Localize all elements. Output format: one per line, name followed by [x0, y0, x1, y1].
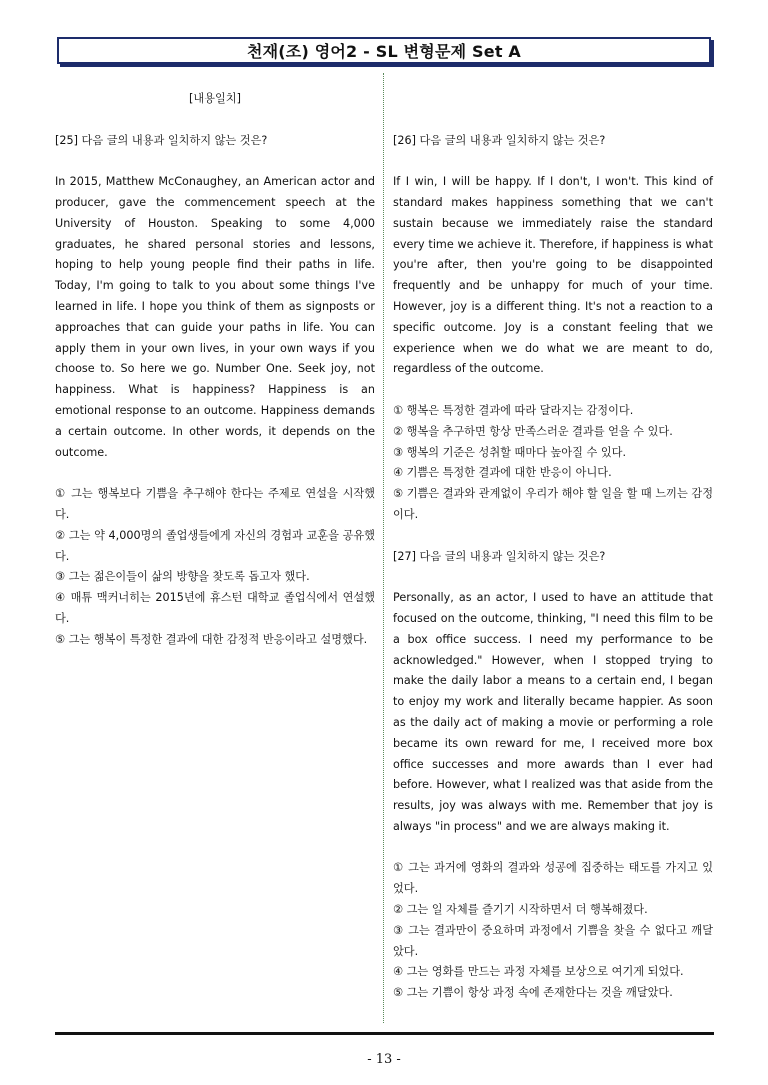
question-26-option-4: ④ 기쁨은 특정한 결과에 대한 반응이 아니다. — [393, 466, 612, 480]
question-26-option-5: ⑤ 기쁨은 결과와 관계없이 우리가 해야 할 일을 할 때 느끼는 감정이다. — [393, 487, 713, 521]
question-25-option-3: ③ 그는 젊은이들이 삶의 방향을 찾도록 돕고자 했다. — [55, 570, 310, 584]
question-25-passage: In 2015, Matthew McConaughey, an American actor and producer, gave the commencement speech at the University of Houston. Speaking to some 4,000 graduates, he shared personal stories and lessons, hoping to help young people find their paths in life. Today, I'm going to talk to you about some things I've learned in life. I hope you think of them as signposts or approaches that can guide your paths in life. You can apply them in your own lives, in your own ways if you choose to. So here we go. Number One. Seek joy, not happiness. What is happiness? Happiness is an emotional response to an outcome. Happiness demands a certain outcome. In other words, it depends on the outcome. — [55, 175, 375, 459]
question-25-option-5: ⑤ 그는 행복이 특정한 결과에 대한 감정적 반응이라고 설명했다. — [55, 632, 368, 646]
right-column — [393, 89, 713, 1004]
page-title: 천재(조) 영어2 - SL 변형문제 Set A — [57, 37, 711, 64]
column-divider — [383, 73, 384, 1023]
question-26-passage: If I win, I will be happy. If I don't, I won't. This kind of standard makes happiness something that we can't sustain because we immediately raise the standard every time we achieve it. Therefore, if happiness is what you're after, then you're going to be disappointed frequently and be unhappy for much of your time. However, joy is a different thing. It's not a reaction to a specific outcome. Joy is a constant feeling that we experience when we do what we are meant to do, regardless of the outcome. — [393, 175, 713, 376]
question-26-option-3: ③ 행복의 기준은 성취할 때마다 높아질 수 있다. — [393, 445, 627, 459]
question-27-option-1: ① 그는 과거에 영화의 결과와 성공에 집중하는 태도를 가지고 있었다. — [393, 861, 713, 896]
section-label: [내용일치] — [189, 92, 241, 105]
question-26-prompt: [26] 다음 글의 내용과 일치하지 않는 것은? — [393, 133, 606, 147]
question-25-prompt: [25] 다음 글의 내용과 일치하지 않는 것은? — [55, 133, 268, 147]
footer-rule — [55, 1032, 714, 1035]
question-27-passage: Personally, as an actor, I used to have an attitude that focused on the outcome, thinking, "I need this film to be a box office success. I need my performance to be acknowledged." However, when I stopped trying to make the daily labor a means to a certain end, I began to enjoy my work and literally became happier. As soon as the daily act of making a movie or performing a role became its own reward for me, I received more box office successes and more awards than I ever had before. However, what I realized was that aside from the results, joy was always with me. Remember that joy is always "in process" and we are always making it. — [393, 591, 713, 833]
question-27-option-4: ④ 그는 영화를 만드는 과정 자체를 보상으로 여기게 되었다. — [393, 965, 684, 979]
question-27-option-2: ② 그는 일 자체를 즐기기 시작하면서 더 행복해졌다. — [393, 903, 648, 917]
question-27-prompt: [27] 다음 글의 내용과 일치하지 않는 것은? — [393, 549, 606, 563]
page-number: - 13 - — [367, 1052, 401, 1067]
left-column — [55, 89, 375, 651]
question-27-option-5: ⑤ 그는 기쁨이 항상 과정 속에 존재한다는 것을 깨달았다. — [393, 986, 673, 1000]
question-26-option-2: ② 행복을 추구하면 항상 만족스러운 결과를 얻을 수 있다. — [393, 424, 673, 438]
question-27-option-3: ③ 그는 결과만이 중요하며 과정에서 기쁨을 찾을 수 없다고 깨달았다. — [393, 923, 713, 958]
question-26-option-1: ① 행복은 특정한 결과에 따라 달라지는 감정이다. — [393, 403, 634, 417]
question-25-option-4: ④ 매튜 맥커너히는 2015년에 휴스턴 대학교 졸업식에서 연설했다. — [55, 591, 375, 625]
question-25-option-1: ① 그는 행복보다 기쁨을 추구해야 한다는 주제로 연설을 시작했다. — [55, 487, 375, 521]
question-25-option-2: ② 그는 약 4,000명의 졸업생들에게 자신의 경험과 교훈을 공유했다. — [55, 528, 375, 563]
